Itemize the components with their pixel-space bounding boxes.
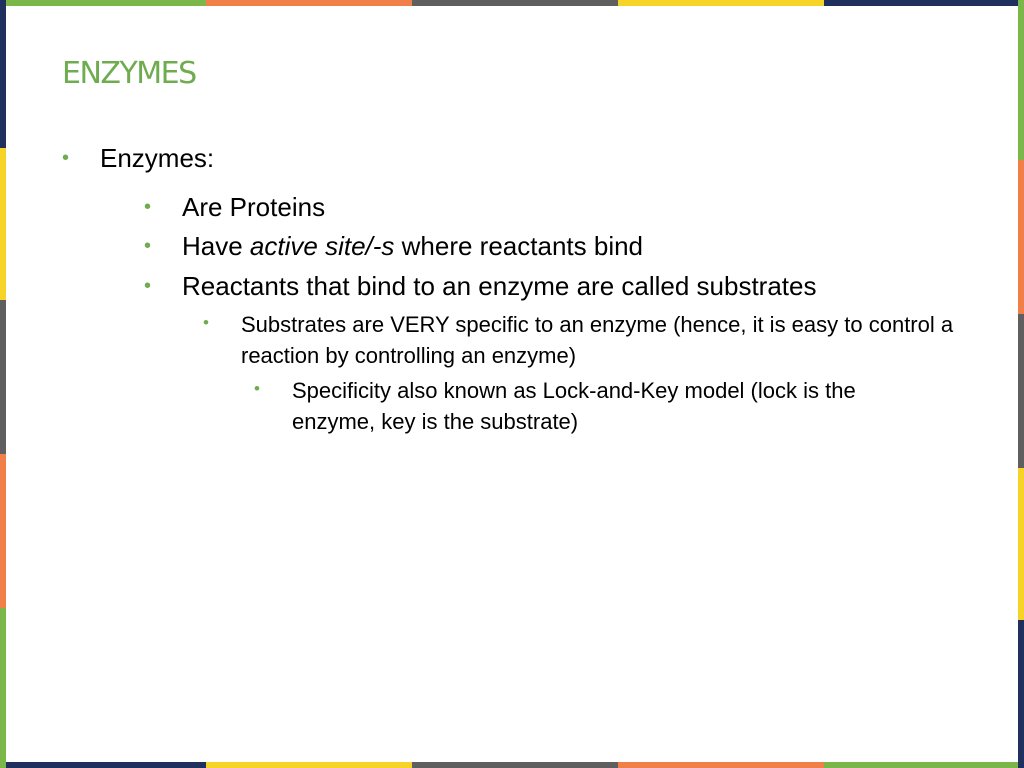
bullet-marker: • [144, 275, 152, 297]
bullet-marker: • [254, 379, 260, 398]
active-site-term: active site/-s [249, 231, 395, 261]
slide-title: ENZYMES [62, 56, 196, 91]
border-top-green [0, 0, 206, 6]
border-left-gray [0, 300, 6, 454]
border-bottom-orange [618, 762, 824, 768]
border-bottom-gray [412, 762, 618, 768]
bullet-substrates: Reactants that bind to an enzyme are called substrates [182, 271, 817, 301]
border-left-orange [0, 454, 6, 608]
border-top-orange [206, 0, 412, 6]
bullet-marker: • [144, 196, 152, 218]
border-right-orange [1018, 160, 1024, 314]
border-right-gray [1018, 314, 1024, 468]
border-top-yellow [618, 0, 824, 6]
border-top-gray [412, 0, 618, 6]
border-top-navy [824, 0, 1024, 6]
border-right-yellow [1018, 468, 1024, 620]
bullet-lock-and-key: Specificity also known as Lock-and-Key model (lock is the enzyme, key is the substrate) [292, 378, 856, 434]
bullet-marker: • [203, 313, 209, 332]
border-right-green [1018, 0, 1024, 160]
bullet-are-proteins: Are Proteins [182, 192, 326, 222]
border-right-navy [1018, 620, 1024, 768]
border-left-yellow [0, 148, 6, 300]
bullet-active-site-post: where reactants bind [394, 231, 644, 261]
border-bottom-navy [0, 762, 206, 768]
bullet-marker: • [144, 235, 152, 257]
bullet-specific: Substrates are VERY specific to an enzyme (hence, it is easy to control a reaction by controlling an enzyme) [241, 312, 954, 368]
border-left-green [0, 608, 6, 768]
border-bottom-green [824, 762, 1024, 768]
border-left-navy [0, 0, 6, 148]
bullet-marker: • [62, 147, 70, 169]
bullet-enzymes: Enzymes: [100, 143, 215, 173]
bullet-active-site-pre: Have [182, 231, 250, 261]
bullet-active-site [182, 231, 643, 262]
border-bottom-yellow [206, 762, 412, 768]
